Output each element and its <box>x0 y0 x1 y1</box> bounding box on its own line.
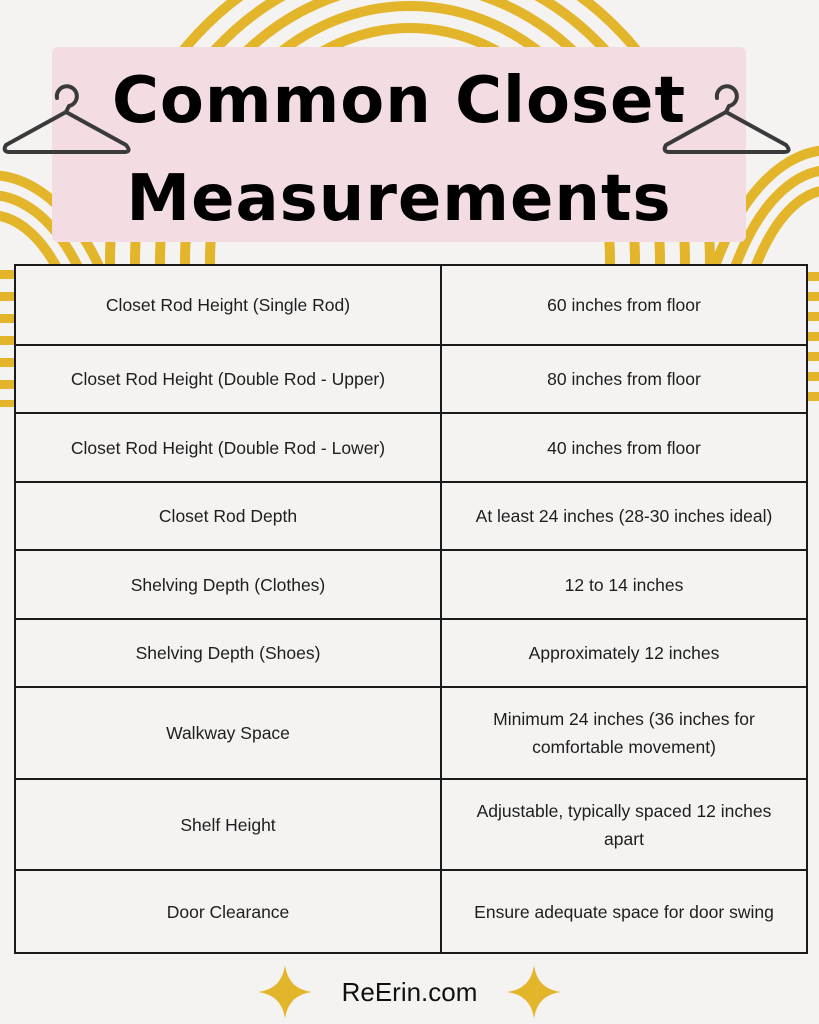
measurements-table <box>14 264 808 954</box>
table-row <box>15 619 807 687</box>
title-line-2: Measurements <box>126 162 672 236</box>
site-name: ReErin.com <box>341 976 478 1007</box>
table-row <box>15 482 807 550</box>
row-label: Walkway Space <box>15 687 441 779</box>
table-row <box>15 687 807 779</box>
row-label: Closet Rod Height (Single Rod) <box>15 265 441 345</box>
sparkle-icon <box>258 965 312 1019</box>
page-title <box>52 52 746 248</box>
row-value: Adjustable, typically spaced 12 inches apart <box>441 779 807 870</box>
row-value: 60 inches from floor <box>441 265 807 345</box>
row-label: Closet Rod Depth <box>15 482 441 550</box>
row-label: Shelving Depth (Clothes) <box>15 550 441 619</box>
row-value: Ensure adequate space for door swing <box>441 870 807 953</box>
row-label: Shelving Depth (Shoes) <box>15 619 441 687</box>
row-value: Approximately 12 inches <box>441 619 807 687</box>
row-label: Closet Rod Height (Double Rod - Upper) <box>15 345 441 413</box>
row-value: 40 inches from floor <box>441 413 807 482</box>
row-label: Closet Rod Height (Double Rod - Lower) <box>15 413 441 482</box>
table-row <box>15 779 807 870</box>
table-row <box>15 265 807 345</box>
sparkle-icon <box>507 965 561 1019</box>
table-row <box>15 413 807 482</box>
row-value: 80 inches from floor <box>441 345 807 413</box>
footer <box>0 962 819 1022</box>
row-value: At least 24 inches (28-30 inches ideal) <box>441 482 807 550</box>
title-line-1: Common Closet <box>111 64 687 138</box>
row-value: 12 to 14 inches <box>441 550 807 619</box>
row-value: Minimum 24 inches (36 inches for comfortable movement) <box>441 687 807 779</box>
row-label: Shelf Height <box>15 779 441 870</box>
table-row <box>15 870 807 953</box>
table-row <box>15 345 807 413</box>
row-label: Door Clearance <box>15 870 441 953</box>
table-row <box>15 550 807 619</box>
